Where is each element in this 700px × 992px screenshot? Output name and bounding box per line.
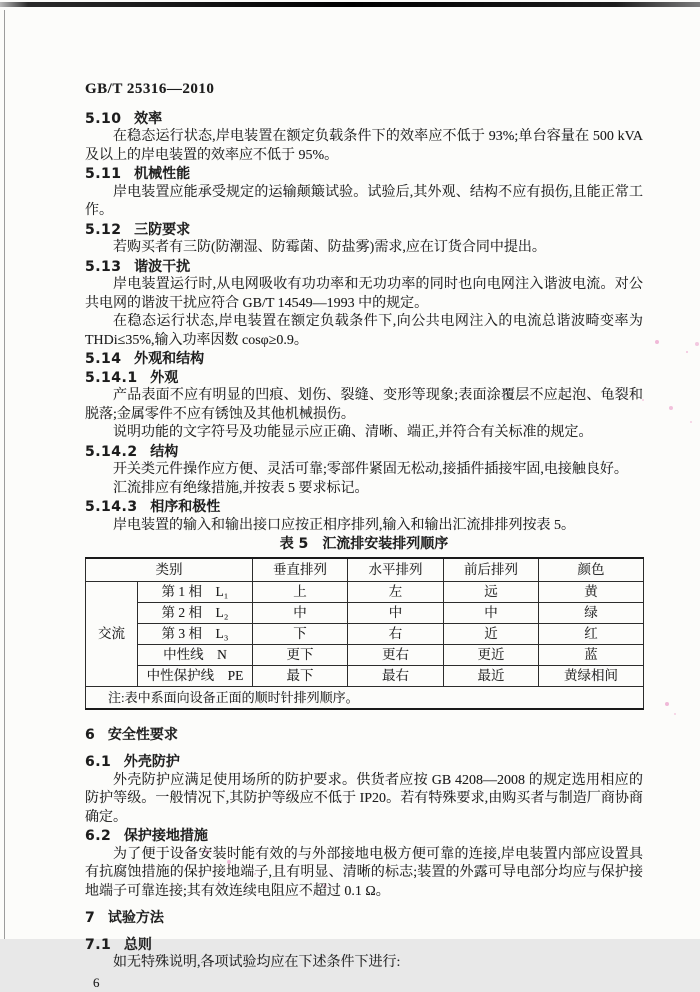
cell-horizontal: 右 [348, 623, 444, 644]
cell-horizontal: 最右 [348, 665, 444, 686]
col-header-horizontal: 水平排列 [348, 558, 444, 582]
section-number: 7.1 [85, 937, 111, 953]
chapter-title: 试验方法 [108, 910, 164, 926]
section-heading-5-10 [85, 110, 643, 129]
cell-horizontal: 中 [348, 602, 444, 623]
section-title: 外观 [150, 370, 178, 386]
section-heading-5-14-3 [85, 498, 643, 517]
section-heading-5-14-2 [85, 443, 643, 462]
paragraph: 开关类元件操作应方便、灵活可靠;零部件紧固无松动,接插件插接牢固,电接触良好。 [85, 461, 643, 480]
cell-name: 中性保护线 PE [138, 665, 253, 686]
table-row [86, 665, 644, 686]
scan-edge-left [4, 10, 5, 939]
cell-horizontal: 更右 [348, 644, 444, 665]
paragraph: 为了便于设备安装时能有效的与外部接地电极方便可靠的连接,岸电装置内部应设置具有抗腐蚀措施的保护接地端子,且有明显、清晰的标志;装置的外露可导电部分均应与保护接地端子可靠连接;其有效连续电阻应不超过 0.1 Ω。 [85, 846, 643, 902]
table-row [86, 602, 644, 623]
section-number: 5.11 [85, 166, 122, 182]
cell-name: 第 1 相 L₁ [138, 581, 253, 602]
chapter-number: 7 [85, 910, 95, 926]
section-heading-6-2 [85, 827, 643, 846]
standard-number-header: GB/T 25316—2010 [85, 80, 643, 99]
paragraph: 岸电装置运行时,从电网吸收有功功率和无功功率的同时也向电网注入谐波电流。对公共电网的谐波干扰应符合 GB/T 14549—1993 中的规定。 [85, 276, 643, 313]
section-number: 5.12 [85, 222, 122, 238]
cell-vertical: 下 [253, 623, 348, 644]
paragraph: 外壳防护应满足使用场所的防护要求。供货者应按 GB 4208—2008 的规定选用相应的防护等级。一般情况下,其防护等级应不低于 IP20。若有特殊要求,由购买者与制造厂商协商确定。 [85, 772, 643, 828]
section-number: 5.14 [85, 351, 122, 367]
chapter-heading-7 [85, 909, 643, 928]
table-note-row [86, 686, 644, 709]
busbar-arrangement-table [85, 557, 644, 710]
scan-stain [665, 702, 669, 706]
table-5-caption [85, 535, 643, 554]
section-title: 保护接地措施 [124, 828, 208, 844]
table-note: 注:表中系面向设备正面的顺时针排列顺序。 [86, 686, 644, 709]
section-title: 机械性能 [134, 166, 190, 182]
cell-front-back: 最近 [444, 665, 539, 686]
section-title: 三防要求 [134, 222, 190, 238]
chapter-title: 安全性要求 [108, 727, 178, 743]
cell-color: 红 [539, 623, 644, 644]
chapter-number: 6 [85, 727, 95, 743]
section-title: 谐波干扰 [134, 259, 190, 275]
section-number: 5.14.1 [85, 370, 138, 386]
paragraph: 岸电装置的输入和输出接口应按正相序排列,输入和输出汇流排排列按表 5。 [85, 517, 643, 536]
cell-front-back: 更近 [444, 644, 539, 665]
section-number: 6.2 [85, 828, 111, 844]
section-title: 结构 [150, 444, 178, 460]
cell-vertical: 上 [253, 581, 348, 602]
col-header-front-back: 前后排列 [444, 558, 539, 582]
cell-name: 第 3 相 L₃ [138, 623, 253, 644]
col-header-color: 颜色 [539, 558, 644, 582]
section-heading-5-14 [85, 350, 643, 369]
cell-color: 黄 [539, 581, 644, 602]
paragraph: 在稳态运行状态,岸电装置在额定负载条件下的效率应不低于 93%;单台容量在 500 kVA 及以上的岸电装置的效率应不低于 95%。 [85, 128, 643, 165]
section-title: 外壳防护 [124, 754, 180, 770]
page-number: 6 [85, 974, 643, 992]
cell-name: 中性线 N [138, 644, 253, 665]
section-title: 外观和结构 [134, 351, 204, 367]
document-content [85, 80, 643, 992]
scan-edge-top [0, 2, 700, 7]
cell-vertical: 中 [253, 602, 348, 623]
section-number: 5.13 [85, 259, 122, 275]
section-heading-5-14-1 [85, 369, 643, 388]
section-heading-5-11 [85, 165, 643, 184]
group-cell-ac: 交流 [86, 581, 138, 686]
paragraph: 在稳态运行状态,岸电装置在额定负载条件下,向公共电网注入的电流总谐波畸变率为 THDi≤35%,输入功率因数 cosφ≥0.9。 [85, 313, 643, 350]
table-row [86, 644, 644, 665]
section-title: 效率 [134, 111, 162, 127]
chapter-heading-6 [85, 726, 643, 745]
section-number: 5.14.2 [85, 444, 138, 460]
col-header-vertical: 垂直排列 [253, 558, 348, 582]
table-row [86, 623, 644, 644]
section-heading-7-1 [85, 936, 643, 955]
paragraph: 产品表面不应有明显的凹痕、划伤、裂缝、变形等现象;表面涂覆层不应起泡、龟裂和脱落;金属零件不应有锈蚀及其他机械损伤。 [85, 387, 643, 424]
table-header-row [86, 558, 644, 582]
table-row [86, 581, 644, 602]
cell-vertical: 更下 [253, 644, 348, 665]
cell-vertical: 最下 [253, 665, 348, 686]
paragraph: 如无特殊说明,各项试验均应在下述条件下进行: [85, 954, 643, 973]
paragraph: 说明功能的文字符号及功能显示应正确、清晰、端正,并符合有关标准的规定。 [85, 424, 643, 443]
cell-color: 绿 [539, 602, 644, 623]
section-heading-6-1 [85, 753, 643, 772]
cell-front-back: 中 [444, 602, 539, 623]
section-heading-5-13 [85, 258, 643, 277]
paragraph: 汇流排应有绝缘措施,并按表 5 要求标记。 [85, 480, 643, 499]
section-number: 5.14.3 [85, 499, 138, 515]
paragraph: 岸电装置应能承受规定的运输颠簸试验。试验后,其外观、结构不应有损伤,且能正常工作。 [85, 184, 643, 221]
cell-front-back: 远 [444, 581, 539, 602]
section-title: 总则 [124, 937, 152, 953]
section-heading-5-12 [85, 221, 643, 240]
table-number: 表 5 [280, 536, 309, 552]
col-header-category: 类别 [86, 558, 253, 582]
cell-front-back: 近 [444, 623, 539, 644]
cell-color: 蓝 [539, 644, 644, 665]
section-title: 相序和极性 [150, 499, 220, 515]
scan-stain [655, 340, 659, 344]
cell-color: 黄绿相间 [539, 665, 644, 686]
section-number: 6.1 [85, 754, 111, 770]
section-number: 5.10 [85, 111, 122, 127]
cell-horizontal: 左 [348, 581, 444, 602]
cell-name: 第 2 相 L₂ [138, 602, 253, 623]
table-title: 汇流排安装排列顺序 [322, 536, 448, 552]
paragraph: 若购买者有三防(防潮湿、防霉菌、防盐雾)需求,应在订货合同中提出。 [85, 239, 643, 258]
